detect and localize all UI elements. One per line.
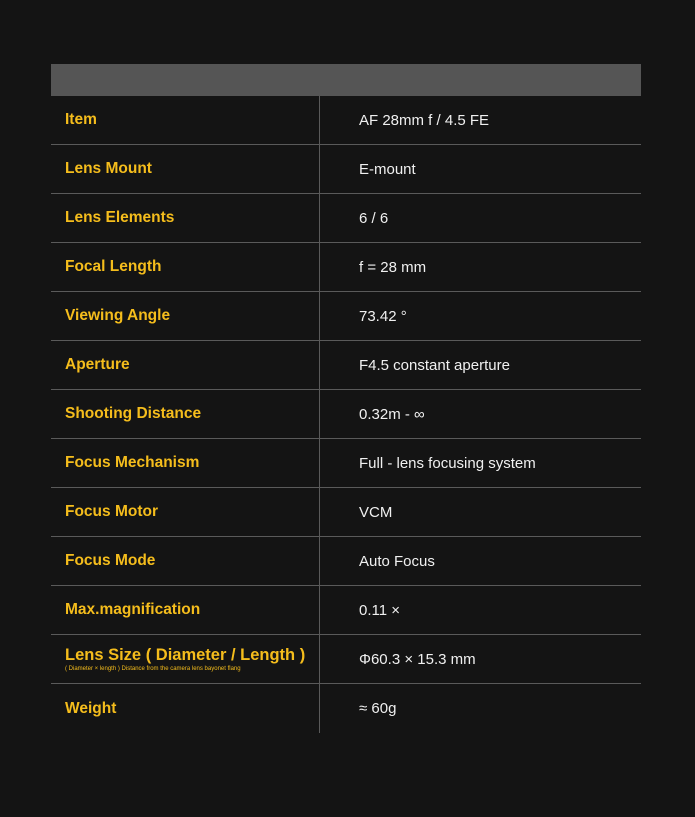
table-row [51, 390, 641, 439]
spec-value: Full - lens focusing system [359, 454, 536, 472]
spec-value: 6 / 6 [359, 209, 389, 227]
spec-label [51, 646, 319, 672]
spec-label-text: Aperture [65, 356, 130, 373]
spec-label-text: Max.magnification [65, 601, 201, 618]
table-row [51, 341, 641, 390]
table-row [51, 292, 641, 341]
spec-value: Auto Focus [359, 552, 435, 570]
spec-value: 73.42 ° [359, 307, 407, 325]
spec-label [51, 552, 319, 570]
spec-label [51, 307, 319, 325]
spec-label [51, 258, 319, 276]
spec-value: E-mount [359, 160, 416, 178]
spec-label [51, 111, 319, 129]
spec-value: VCM [359, 503, 393, 521]
spec-label-text: Shooting Distance [65, 405, 202, 422]
spec-value: 0.11 × [359, 601, 401, 619]
spec-value: ≈ 60g [359, 700, 397, 717]
table-row [51, 684, 641, 733]
table-row [51, 537, 641, 586]
spec-label-text: Focus Motor [65, 503, 158, 520]
spec-value: f = 28 mm [359, 258, 427, 276]
spec-label [51, 405, 319, 423]
table-row [51, 243, 641, 292]
spec-label-text: Weight [65, 699, 117, 717]
spec-value: Φ60.3 × 15.3 mm [359, 650, 476, 668]
spec-table [51, 64, 641, 733]
spec-label-text: Focus Mechanism [65, 454, 200, 471]
spec-value: 0.32m - ∞ [359, 405, 425, 423]
table-row [51, 635, 641, 684]
spec-sublabel-text: ( Diameter × length ) Distance from the camera lens bayonet flang [65, 666, 241, 672]
spec-label [51, 503, 319, 521]
spec-label [51, 700, 319, 718]
table-row [51, 145, 641, 194]
table-row [51, 586, 641, 635]
spec-value: AF 28mm f / 4.5 FE [359, 111, 490, 129]
spec-label [51, 454, 319, 472]
spec-label-text: Lens Elements [65, 209, 175, 226]
spec-label-text: Viewing Angle [65, 307, 171, 324]
spec-label-text: Lens Size ( Diameter / Length ) [65, 646, 306, 664]
table-row [51, 194, 641, 243]
spec-label-text: Focal Length [65, 258, 162, 275]
spec-label [51, 160, 319, 178]
spec-label [51, 601, 319, 619]
spec-label-text: Focus Mode [65, 552, 156, 569]
spec-value: F4.5 constant aperture [359, 356, 510, 374]
table-row [51, 96, 641, 145]
spec-label [51, 356, 319, 374]
spec-label-text: Item [65, 111, 97, 128]
table-row [51, 439, 641, 488]
spec-label [51, 209, 319, 227]
table-header-bar [51, 64, 641, 96]
spec-label-text: Lens Mount [65, 160, 152, 177]
table-rows [51, 96, 641, 733]
table-row [51, 488, 641, 537]
